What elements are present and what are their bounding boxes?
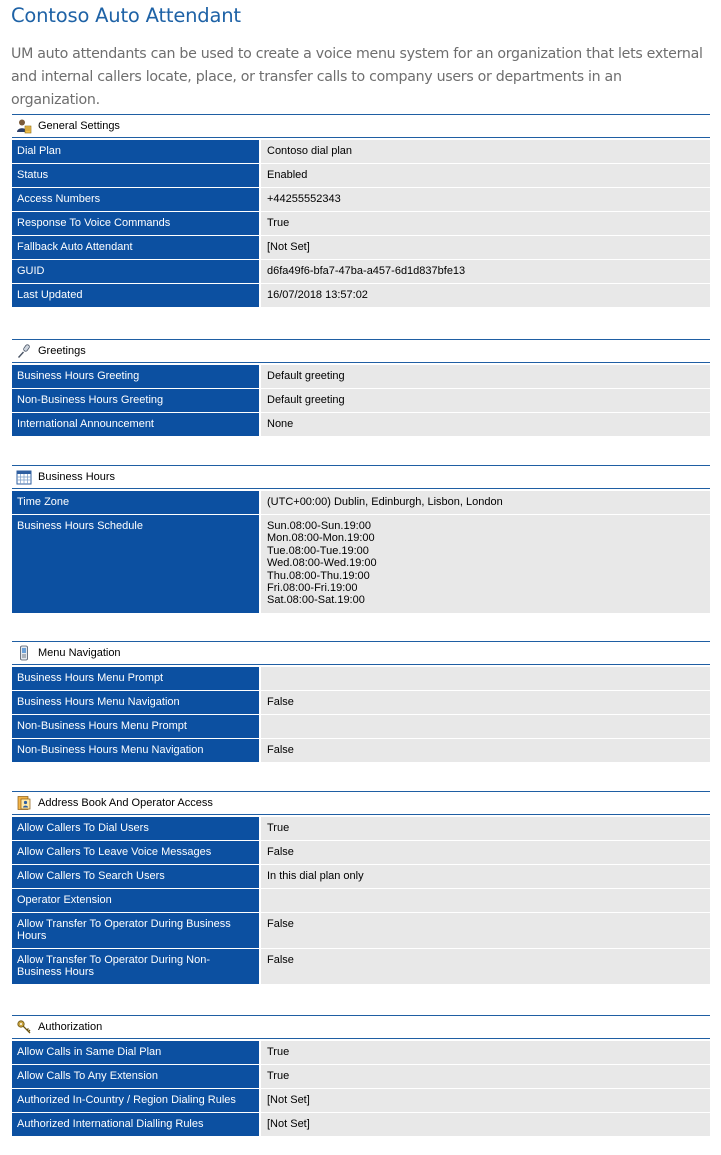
field-label: Allow Transfer To Operator During Non-Business Hours [12,949,259,984]
field-value: True [261,212,710,235]
section-title: Menu Navigation [38,647,121,659]
field-value: None [261,413,710,436]
field-label: Allow Calls in Same Dial Plan [12,1041,259,1064]
table-row [12,164,710,187]
phone-icon [16,645,32,661]
table-row [12,667,710,690]
field-value: Default greeting [261,389,710,412]
field-label: Business Hours Schedule [12,515,259,613]
table-row [12,212,710,235]
table-row [12,1113,710,1136]
calendar-icon [16,469,32,485]
section-header [12,641,710,665]
table-row [12,140,710,163]
table-row [12,236,710,259]
section-header [12,791,710,815]
field-label: Non-Business Hours Menu Prompt [12,715,259,738]
user-settings-icon [16,118,32,134]
table-row [12,817,710,840]
field-label: Business Hours Greeting [12,365,259,388]
microphone-icon [16,343,32,359]
table-row [12,913,710,948]
table-row [12,889,710,912]
table-row [12,515,710,613]
field-label: Allow Callers To Dial Users [12,817,259,840]
field-value: True [261,1065,710,1088]
field-label: International Announcement [12,413,259,436]
table-row [12,691,710,714]
field-label: Allow Calls To Any Extension [12,1065,259,1088]
field-label: Business Hours Menu Navigation [12,691,259,714]
field-label: Allow Callers To Leave Voice Messages [12,841,259,864]
section-title: General Settings [38,120,120,132]
field-value: False [261,913,710,948]
key-icon [16,1019,32,1035]
section-address-book-operator-access [12,791,710,985]
field-value: d6fa49f6-bfa7-47ba-a457-6d1d837bfe13 [261,260,710,283]
field-label: Response To Voice Commands [12,212,259,235]
field-value: 16/07/2018 13:57:02 [261,284,710,307]
table-row [12,715,710,738]
table-row [12,841,710,864]
field-value: False [261,739,710,762]
section-greetings [12,339,710,437]
field-label: Status [12,164,259,187]
field-value [261,667,710,690]
field-value [261,889,710,912]
table-row [12,365,710,388]
table-row [12,413,710,436]
table-row [12,865,710,888]
field-value: Contoso dial plan [261,140,710,163]
field-label: Business Hours Menu Prompt [12,667,259,690]
field-label: Time Zone [12,491,259,514]
field-label: Operator Extension [12,889,259,912]
page-description: UM auto attendants can be used to create a voice menu system for an organization that lets external and internal callers locate, place, or transfer calls to company users or departments in an organization. [11,46,703,108]
section-menu-navigation [12,641,710,763]
section-header [12,339,710,363]
page-title: Contoso Auto Attendant [11,4,241,27]
field-value: [Not Set] [261,1113,710,1136]
field-label: Authorized In-Country / Region Dialing Rules [12,1089,259,1112]
field-label: Authorized International Dialling Rules [12,1113,259,1136]
section-authorization [12,1015,710,1137]
field-label: GUID [12,260,259,283]
field-value: Enabled [261,164,710,187]
schedule-value: Sun.08:00-Sun.19:00 Mon.08:00-Mon.19:00 Tue.08:00-Tue.19:00 Wed.08:00-Wed.19:00 Thu.08:00-Thu.19:00 Fri.08:00-Fri.19:00 Sat.08:00-Sat.19:00 [261,515,710,613]
field-label: Dial Plan [12,140,259,163]
table-row [12,491,710,514]
field-label: Access Numbers [12,188,259,211]
field-label: Last Updated [12,284,259,307]
field-value: +44255552343 [261,188,710,211]
table-row [12,739,710,762]
table-row [12,188,710,211]
address-book-icon [16,795,32,811]
field-label: Non-Business Hours Menu Navigation [12,739,259,762]
table-row [12,1089,710,1112]
table-row [12,1065,710,1088]
field-value: False [261,949,710,984]
field-value [261,715,710,738]
field-value: True [261,817,710,840]
field-value: (UTC+00:00) Dublin, Edinburgh, Lisbon, London [261,491,710,514]
field-value: [Not Set] [261,1089,710,1112]
field-label: Allow Transfer To Operator During Business Hours [12,913,259,948]
section-business-hours [12,465,710,614]
section-title: Authorization [38,1021,103,1033]
table-row [12,260,710,283]
section-header [12,114,710,138]
field-value: False [261,691,710,714]
section-general-settings [12,114,710,308]
field-value: In this dial plan only [261,865,710,888]
section-title: Business Hours [38,471,116,483]
table-row [12,1041,710,1064]
section-header [12,1015,710,1039]
field-label: Fallback Auto Attendant [12,236,259,259]
section-title: Address Book And Operator Access [38,797,213,809]
field-value: [Not Set] [261,236,710,259]
field-value: Default greeting [261,365,710,388]
field-label: Allow Callers To Search Users [12,865,259,888]
table-row [12,389,710,412]
table-row [12,949,710,984]
table-row [12,284,710,307]
field-value: True [261,1041,710,1064]
field-value: False [261,841,710,864]
section-header [12,465,710,489]
section-title: Greetings [38,345,86,357]
field-label: Non-Business Hours Greeting [12,389,259,412]
